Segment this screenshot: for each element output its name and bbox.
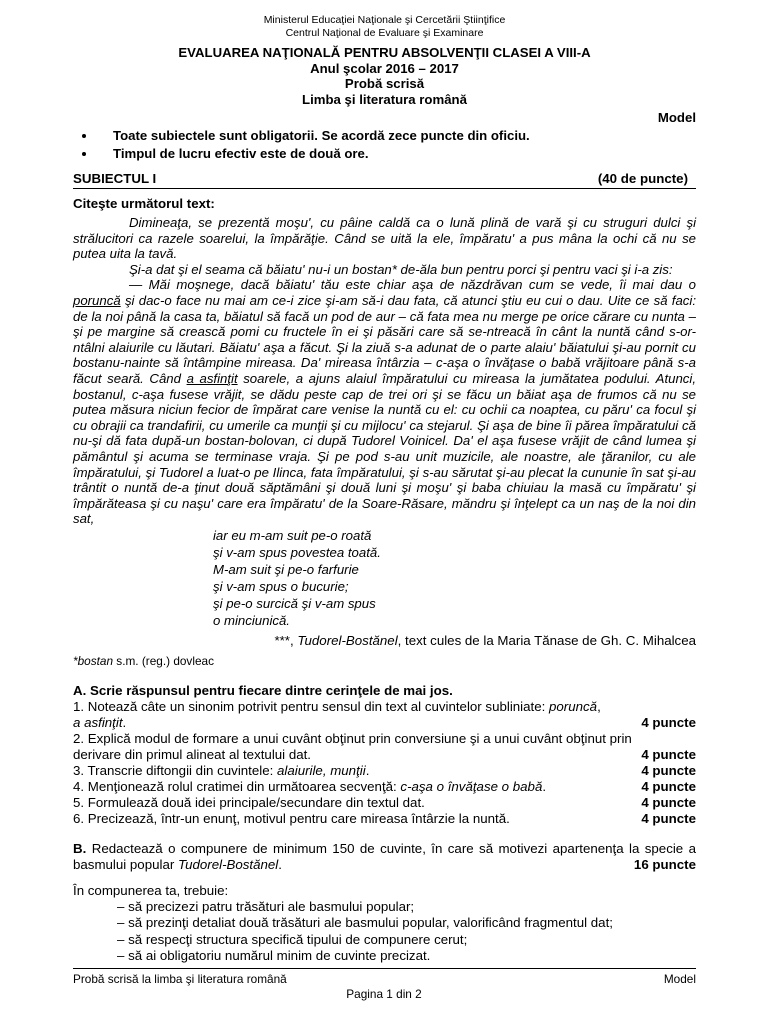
composition-intro: În compunerea ta, trebuie: [73, 882, 229, 898]
rule-item: • Toate subiectele sunt obligatorii. Se acordă zece puncte din oficiu. [97, 127, 696, 145]
verse-line: M-am suit şi pe-o farfurie [213, 561, 359, 577]
exam-title: EVALUAREA NAŢIONALĂ PENTRU ABSOLVENŢII CLASEI A VIII-A [178, 45, 591, 60]
text-paragraph-3: — Măi moşnege, dacă băiatu' tău este chiar aşa de năzdrăvan cum se vede, îi mai dau o poruncă şi dac-o face nu mai am ce-i zice şi-am să-i dau fata, că atunci ştiu eu cui o dau. Uite ce să faci: de la noi până la casa ta, băiatul să facă un pod de aur – că fata mea nu merge pe orice cărare cu nunta – şi pe margine să crească pomi cu fructele în ei şi păsări care să se-ntreacă în cânt la nuntă când s-or-ntâlni alaiurile cu lăutari. Băiatu' aşa a făcut. Şi la ziuă s-a adunat de o parte alaiu' băiatului şi-au pornit cu bostanu-nainte să întâmpine mireasa. Da' mireasa întârzia – c-aşa o învăţase o babă vrăjitoare până s-a făcut seară. Când a asfinţit soarele, a ajuns alaiul împăratului cu mireasa la jumătatea podului. Atunci, bostanul, c-aşa fusese vrăjit, se dădu peste cap de trei ori şi se făcu un băiat aşa de frumos că nu se putea măsura niciun fecior de împărat care venise la nuntă cu el: cu ochii ca noaptea, cu păru' ca focul şi cu obrajii ca trandafirii, cu umerile ca munţii şi cu mijlocu' ca stejarul. Şi aşa de bine îi părea împăratului că nu-şi dă fata după-un bostan-bolovan, ci după Tudorel Voinicel. Da' el aşa fusese vrăjit de când lumea şi pământul şi acuma se terminase vraja. Şi pe pod s-au unit muzicile, ale noastre, ale ţăranilor, cu ale împăratului, şi Tudorel a luat-o pe Ilinca, fata împăratului, şi s-au sărutat şi-au plecat la cununie în sat şi-au trântit o nuntă de-a ţinut două săptămâni şi două luni şi moşu' şi baba chiuiau la masă cu împăratu' şi împărăteasa şi cu naşu' care era împăratu' de la Soare-Răsare, măndru şi înţelept ca un naş de la noi din sat, [73, 277, 696, 527]
text-source: ***, Tudorel-Bostănel, text cules de la Maria Tănase de Gh. C. Mihalcea [274, 632, 696, 648]
verse-line: şi v-am spus povestea toată. [213, 544, 381, 560]
footnote: *bostan s.m. (reg.) dovleac [73, 653, 214, 668]
section-b: B. Redactează o compunere de minimum 150 de cuvinte, în care să motivezi apartenenţa la specie a basmului popular Tudorel-Bostănel. 16 puncte [73, 840, 696, 872]
footer-left: Probă scrisă la limba şi literatura română [73, 972, 287, 986]
underlined-word: a asfinţit [186, 370, 238, 386]
requirement-6: 6. Precizează, într-un enunţ, motivul pentru care mireasa întârzie la nuntă. 4 puncte [73, 810, 696, 826]
requirement-3: 3. Transcrie diftongii din cuvintele: alaiurile, munţii. 4 puncte [73, 762, 696, 778]
footer-right: Model [663, 972, 696, 986]
read-instruction: Citeşte următorul text: [73, 196, 215, 211]
literary-text [73, 215, 696, 527]
verse-line: şi v-am spus o bucurie; [213, 578, 349, 594]
composition-item: – să ai obligatoriu numărul minim de cuvinte precizat. [117, 948, 431, 964]
page-footer [73, 968, 696, 986]
requirement-4: 4. Menţionează rolul cratimei din următoarea secvenţă: c-aşa o învăţase o babă. 4 puncte [73, 778, 696, 794]
requirement-1: 1. Notează câte un sinonim potrivit pentru sensul din text al cuvintelor subliniate: poruncă, a asfinţit. 4 puncte [73, 698, 696, 730]
test-type: Probă scrisă [344, 76, 425, 91]
center-name: Centrul Naţional de Evaluare şi Examinare [285, 26, 484, 39]
verse-line: o minciunică. [213, 612, 290, 628]
points-label: 4 puncte [641, 746, 696, 762]
composition-requirements [117, 899, 696, 965]
page-number: Pagina 1 din 2 [346, 987, 422, 1001]
text-paragraph-2: Şi-a dat şi el seama că băiatu' nu-i un bostan* de-ăla bun pentru porci şi pentru vaci şi i-a zis: [129, 261, 673, 277]
points-label: 4 puncte [641, 778, 696, 794]
subject-label: SUBIECTUL I [73, 171, 157, 186]
model-label: Model [657, 110, 696, 125]
closing-verses [213, 527, 696, 629]
school-year: Anul şcolar 2016 – 2017 [310, 60, 459, 76]
section-a-title: A. Scrie răspunsul pentru fiecare dintre cerinţele de mai jos. [73, 682, 453, 698]
verse-line: şi pe-o surcică şi v-am spus [213, 595, 376, 611]
points-label: 4 puncte [641, 714, 696, 730]
composition-item: – să precizezi patru trăsături ale basmului popular; [117, 898, 415, 914]
subject-heading [73, 171, 696, 189]
document-page [73, 14, 696, 965]
points-label: 4 puncte [641, 762, 696, 778]
rule-item: • Timpul de lucru efectiv este de două ore. [97, 145, 696, 163]
composition-item: – să prezinţi detaliat două trăsături ale basmului popular, valorificând fragmentul dat; [117, 915, 613, 931]
section-b-label: B. [73, 840, 87, 856]
text-paragraph-1: Dimineaţa, se prezentă moşu', cu pâine caldă ca o lună plină de vară şi cu struguri dulci şi strălucitori ca razele soarelui, la împărăţie. Când se uită la ele, împăratu' a pus mâna la ochi că nu se putea uita la tavă. [73, 215, 696, 262]
section-b-points: 16 puncte [633, 856, 696, 872]
ministry-name: Ministerul Educaţiei Naţionale şi Cercetării Ştiinţifice [263, 14, 506, 26]
verse-line: iar eu m-am suit pe-o roată [213, 527, 372, 543]
underlined-word: poruncă [73, 292, 121, 308]
requirement-2: 2. Explică modul de formare a unui cuvânt obţinut prin conversiune şi a unui cuvânt obţinut prin derivare din primul alineat al textului dat. 4 puncte [73, 730, 696, 762]
points-label: 4 puncte [641, 794, 696, 810]
composition-item: – să respecţi structura specifică tipului de compunere cerut; [117, 931, 468, 947]
subject-points: (40 de puncte) [597, 171, 688, 186]
requirement-5: 5. Formulează două idei principale/secundare din textul dat. 4 puncte [73, 794, 696, 810]
rules-list [73, 127, 696, 163]
points-label: 4 puncte [641, 810, 696, 826]
subject-name: Limba şi literatura română [302, 91, 467, 107]
